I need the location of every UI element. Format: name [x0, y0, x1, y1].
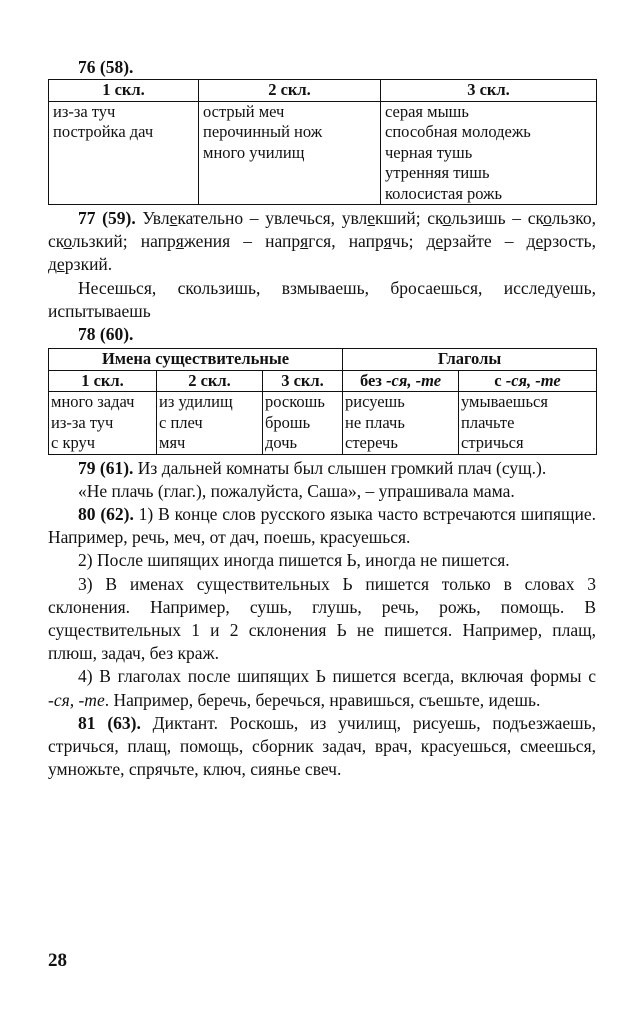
- list-item: колосистая рожь: [385, 183, 503, 203]
- list-item: острый меч: [203, 101, 285, 121]
- ex78-heading: 78 (60).: [78, 324, 134, 345]
- ex77-paragraph-1: [48, 207, 596, 277]
- ex76-header-3: 3 скл.: [381, 80, 597, 102]
- list-item: плачьте: [461, 412, 515, 432]
- list-item: умываешься: [461, 392, 548, 412]
- list-item: серая мышь: [385, 101, 469, 121]
- ex79-number: 79 (61).: [78, 457, 134, 478]
- list-item: с плеч: [159, 412, 203, 432]
- list-item: постройка дач: [53, 122, 154, 141]
- list-item: мяч: [159, 433, 186, 453]
- ex78-group-nouns: Имена существительные: [49, 349, 343, 371]
- ex78-group-verbs: Глаголы: [343, 349, 597, 371]
- ex78-c3-cell: [263, 392, 343, 455]
- list-item: перочинный нож: [203, 122, 323, 141]
- list-item: дочь: [265, 433, 298, 453]
- list-item: способная молодежь: [385, 122, 531, 141]
- ex79-paragraph-2: «Не плачь (глаг.), пожалуйста, Саша», – упрашивала мама.: [78, 480, 515, 501]
- ex77-number: 77 (59).: [78, 208, 136, 228]
- list-item: рисуешь: [345, 392, 405, 412]
- ex76-col1-cell: [49, 101, 199, 205]
- ex81-number: 81 (63).: [78, 712, 141, 733]
- page-number: 28: [48, 950, 67, 971]
- ex76-table: [48, 79, 597, 205]
- list-item: не плачь: [345, 412, 405, 432]
- ex77-paragraph-2: Несешься, скользишь, взмываешь, бросаешься, исследуешь, испытываешь: [48, 277, 596, 321]
- list-item: из-за туч: [51, 412, 114, 432]
- ex76-header-2: 2 скл.: [199, 80, 381, 102]
- ex76-header-1: 1 скл.: [49, 80, 199, 102]
- ex78-c5-cell: [459, 392, 597, 455]
- list-item: стеречь: [345, 433, 398, 453]
- ex78-sub-1: 1 скл.: [49, 370, 157, 392]
- ex80-paragraph-2: 2) После шипящих иногда пишется Ь, иногда не пишется.: [78, 550, 510, 571]
- ex78-sub-2: 2 скл.: [157, 370, 263, 392]
- ex78-c4-cell: [343, 392, 459, 455]
- ex78-c1-cell: [49, 392, 157, 455]
- list-item: с круч: [51, 433, 96, 453]
- ex76-col3-cell: [381, 101, 597, 205]
- list-item: утренняя тишь: [385, 163, 490, 182]
- list-item: из удилищ: [159, 392, 233, 412]
- ex80-paragraph-4: 4) В глаголах после шипящих Ь пишется всегда, включая формы с -ся, -те. Например, беречь, беречься, нравишься, съешьте, идешь.: [48, 666, 596, 710]
- ex76-col2-cell: [199, 101, 381, 205]
- ex81-paragraph: 81 (63). Диктант. Роскошь, из училищ, рисуешь, подъезжаешь, стричься, плащ, помощь, сборник задач, врач, красуешься, смеешься, умножьте, спрячьте, ключ, сиянье свеч.: [48, 712, 597, 780]
- ex76-heading: 76 (58).: [78, 57, 134, 77]
- ex79-paragraph-1: 79 (61). Из дальней комнаты был слышен громкий плач (сущ.).: [78, 457, 547, 478]
- ex78-sub-3: 3 скл.: [263, 370, 343, 392]
- list-item: роскошь: [265, 392, 325, 412]
- ex78-table: [48, 348, 597, 455]
- ex78-sub-4: без -ся, -те: [343, 370, 459, 392]
- list-item: много задач: [51, 392, 135, 412]
- ex80-paragraph-1: 80 (62). 1) В конце слов русского языка часто встречаются шипящие. Например, речь, меч, от дач, поешь, красуешься.: [48, 503, 596, 548]
- list-item: из-за туч: [53, 101, 116, 121]
- ex78-sub-5: с -ся, -те: [459, 370, 597, 392]
- ex78-c2-cell: [157, 392, 263, 455]
- list-item: брошь: [265, 412, 311, 432]
- page-content: [48, 56, 596, 781]
- ex77-text: Увлекательно – увлечься, увлекший; скользишь – скользко, скользкий; напряжения – напрягся, напрячь; дерзайте – дерзость, дерзкий.: [48, 208, 596, 275]
- list-item: много училищ: [203, 142, 305, 162]
- ex80-number: 80 (62).: [78, 503, 134, 524]
- ex80-paragraph-3: 3) В именах существительных Ь пишется только в словах 3 склонения. Например, сушь, глушь, речь, рожь, помощь. В существительных 1 и 2 склонения Ь не пишется. Например, плащ, плюш, задач, без краж.: [48, 573, 596, 664]
- list-item: черная тушь: [385, 142, 473, 162]
- list-item: стричься: [461, 433, 524, 453]
